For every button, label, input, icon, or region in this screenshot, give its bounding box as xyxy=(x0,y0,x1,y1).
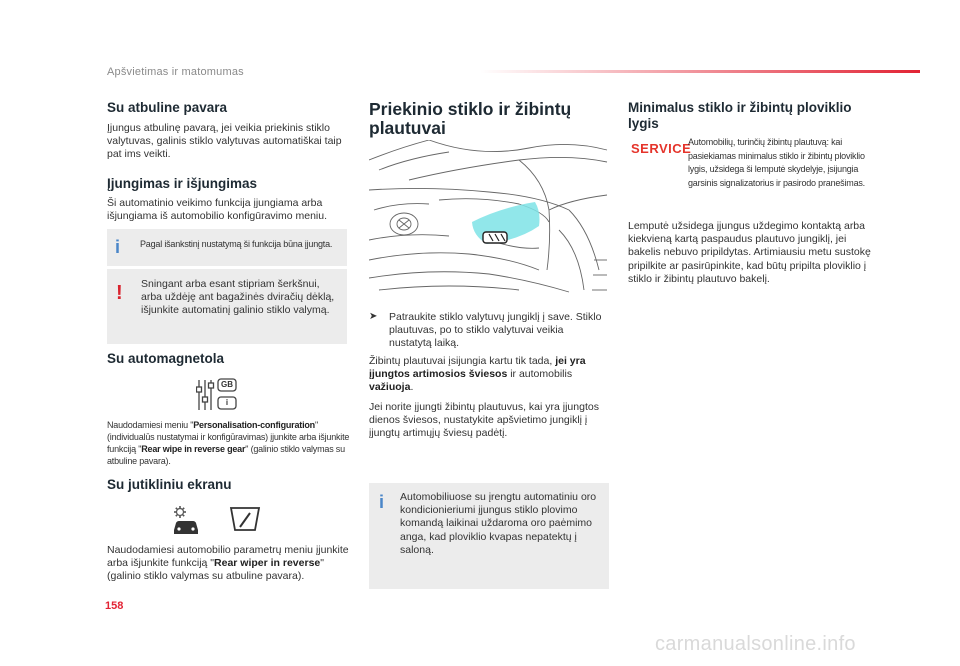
car-front-illustration xyxy=(369,140,609,300)
touch-text-bold: Rear wiper in reverse xyxy=(214,557,321,570)
radio-text-pre: Naudodamiesi meniu " xyxy=(107,420,194,430)
radio-text-bold2: Rear wipe in reverse gear xyxy=(141,444,246,454)
radio-text-mid: " (individualūs nustatymai ir konfigūravimas) įjunkite arba išjunkite funkciją " xyxy=(107,420,350,454)
washer-headlamp-text xyxy=(369,355,614,395)
radio-text xyxy=(107,419,352,467)
i-icon-label: i xyxy=(225,398,229,407)
section-title-min-level: Minimalus stiklo ir žibintų ploviklio lygis xyxy=(628,100,852,131)
gb-icon-label: GB xyxy=(221,380,233,389)
info-default-text: Pagal išankstinį nustatymą ši funkcija būna įjungta. xyxy=(140,239,333,249)
warning-box-snow xyxy=(107,269,347,344)
info-aircon-text: Automobiliuose su įrengtu automatiniu oro kondicionieriumi įjungus stiklo plovimo komandą laikinai uždaroma oro paėmimo anga, kad ploviklio kvapas nepatektų į saloną. xyxy=(400,491,597,556)
header-rule xyxy=(480,70,920,73)
info-box-aircon xyxy=(369,483,609,589)
p2-bold2: važiuoja xyxy=(369,381,411,394)
bullet-arrow-icon: ➤ xyxy=(369,311,378,322)
info-icon: i xyxy=(379,492,385,512)
p2-mid: ir automobilis xyxy=(507,368,573,381)
rear-wiper-icon xyxy=(229,505,261,533)
p2-bold1: jei yra įjungtos artimosios šviesos xyxy=(369,355,586,381)
info-box-default xyxy=(107,229,347,266)
warning-icon: ! xyxy=(116,282,123,304)
section-title-radio: Su automagnetola xyxy=(107,351,225,366)
running-header: Apšvietimas ir matomumas xyxy=(107,66,244,78)
touch-text-post: " (galinio stiklo valymas su atbuline pavara). xyxy=(107,557,324,583)
car-settings-icon xyxy=(170,505,202,537)
info-icon: i xyxy=(115,237,121,257)
washer-bullet-text: Patraukite stiklo valytuvų jungiklį į save. Stiklo plautuvas, po to stiklo valytuvai veikia nustatytą laiką. xyxy=(389,311,602,350)
reverse-text: Įjungus atbulinę pavarą, jei veikia priekinis stiklo valytuvas, galinis stiklo valytuvas automatiškai taip pat ims veikti. xyxy=(107,122,342,161)
section-title-reverse: Su atbuline pavara xyxy=(107,100,228,115)
warning-snow-text: Sningant arba esant stipriam šerkšnui, arba uždėję ant bagažinės dviračių dėklą, išjunkite automatinį galinio stiklo valymą. xyxy=(141,278,335,317)
radio-text-bold1: Personalisation-configuration xyxy=(193,420,315,430)
service-warning-icon: SERVICE xyxy=(631,141,692,156)
min-level-text: Lemputė užsidega įjungus uždegimo kontaktą arba kiekvieną kartą paspaudus plautuvo jungiklį, jei bakelis nebuvo pripildytas. Artimiausiu metu sustokę pripilkite ar pasirūpinkite, kad būtų pripilta ploviklio į stiklo ir žibintų plautuvo bakelį. xyxy=(628,220,871,285)
page-number: 158 xyxy=(105,600,124,612)
radio-settings-icon xyxy=(196,377,241,413)
section-title-touch: Su jutikliniu ekranu xyxy=(107,477,232,492)
section-title-onoff: Įjungimas ir išjungimas xyxy=(107,176,258,191)
onoff-text: Ši automatinio veikimo funkcija įjungiama arba išjungiama iš automobilio konfigūravimo meniu. xyxy=(107,197,328,223)
p2-pre: Žibintų plautuvai įsijungia kartu tik tada, xyxy=(369,355,556,367)
p2-post: . xyxy=(410,381,414,394)
touch-text xyxy=(107,544,352,584)
radio-text-post: " (galinio stiklo valymas su atbuline pavara). xyxy=(107,444,345,466)
watermark: carmanualsonline.info xyxy=(655,633,856,655)
section-title-washers: Priekinio stiklo ir žibintų plautuvai xyxy=(369,99,572,138)
washer-daylight-text: Jei norite įjungti žibintų plautuvus, kai yra įjungtos dienos šviesos, nustatykite apšvietimo jungiklį į įjungtų artimųjų šviesų padėtį. xyxy=(369,401,599,440)
service-text: Automobilių, turinčių žibintų plautuvą: kai pasiekiamas minimalus stiklo ir žibintų ploviklio lygis, užsidega ši lemputė skydelyje, įsijungia garsinis signalizatorius ir pasirodo pranešimas. xyxy=(688,137,865,188)
touch-text-pre: Naudodamiesi automobilio parametrų meniu įjunkite arba išjunkite funkciją " xyxy=(107,544,349,570)
